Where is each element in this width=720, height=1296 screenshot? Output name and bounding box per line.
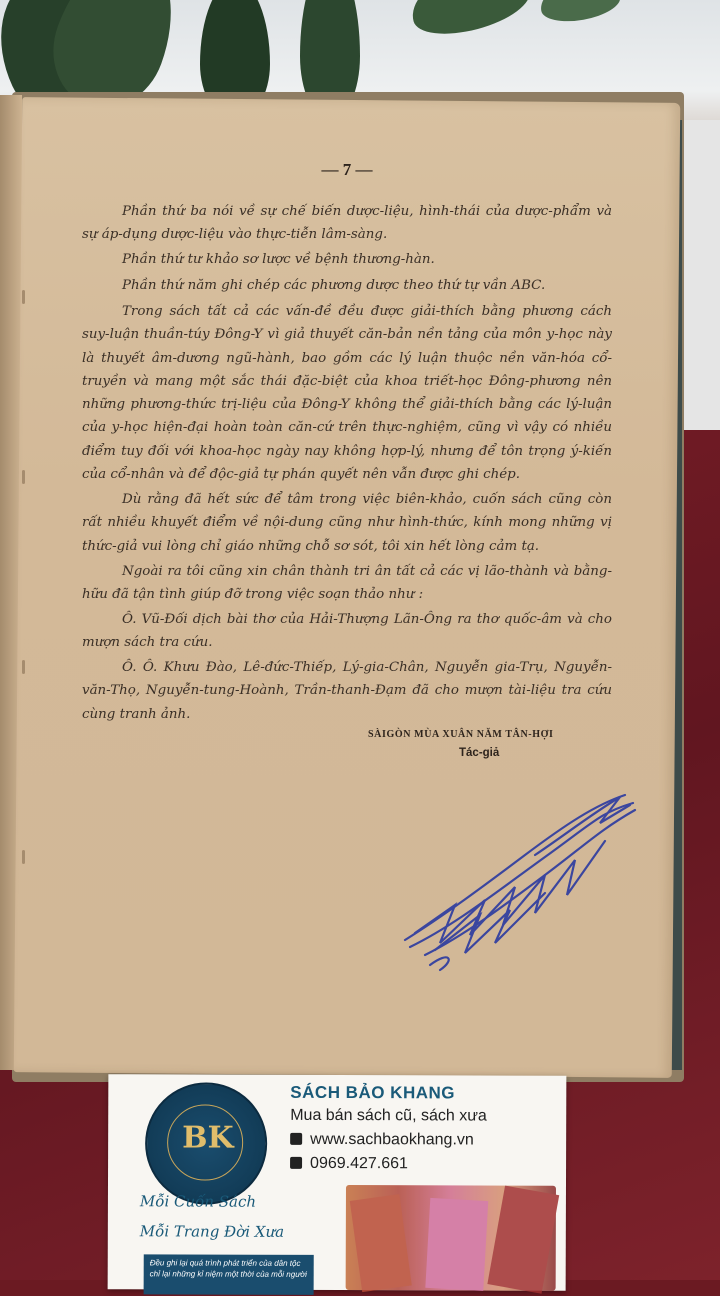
paragraph: Ô. Ô. Khưu Đào, Lê-đức-Thiếp, Lý-gia-Chân, Nguyễn gia-Trụ, Nguyễn-văn-Thọ, Nguyễn-tung-Hoành, Trần-thanh-Đạm đã cho mượn tài-liệu tra cứu cùng tranh ảnh.	[82, 660, 612, 722]
books-photo	[346, 1185, 556, 1291]
book-image	[487, 1186, 559, 1294]
card-banner-text: Đều ghi lại quá trình phát triển của dân tộc chỉ lại những kỉ niệm một thời của mỗi người	[144, 1254, 314, 1295]
page-number: — 7 —	[321, 160, 373, 179]
author-line: Tác-giả	[459, 747, 500, 759]
shop-phone	[290, 1155, 408, 1173]
binding-hole	[22, 660, 25, 674]
business-card	[108, 1074, 567, 1291]
paragraph: Ngoài ra tôi cũng xin chân thành tri ân tất cả các vị lão-thành và bằng-hữu đã tận tình giúp đỡ trong việc soạn thảo như :	[82, 564, 612, 603]
phone-text: 0969.427.661	[310, 1154, 408, 1173]
card-slogan-line1: Mỗi Cuốn Sách	[139, 1192, 257, 1211]
binding-hole	[22, 470, 25, 484]
phone-icon	[290, 1157, 302, 1169]
shop-name: SÁCH BẢO KHANG	[290, 1082, 456, 1103]
paragraph: Ô. Vũ-Đối dịch bài thơ của Hải-Thượng Lãn-Ông ra thơ quốc-âm và cho mượn sách tra cứu.	[82, 612, 612, 651]
bk-logo: BK	[182, 1120, 234, 1156]
paragraph: Phần thứ tư khảo sơ lược về bệnh thương-hàn.	[122, 252, 435, 267]
place-date-line: SÀIGÒN MÙA XUÂN NĂM TÂN-HỢI	[368, 729, 554, 740]
paragraph: Trong sách tất cả các vấn-đề đều được giải-thích bằng phương cách suy-luận thuần-túy Đông-Y vì giả thuyết căn-bản nền tảng của môn y-học này là thuyết âm-dương ngũ-hành, bao gồm các lý luận thuộc nền văn-hóa cổ-truyền và mang một sắc thái đặc-biệt của khoa triết-học Đông-phương nên những phương-thức trị-liệu của Đông-Y không thể giải-thích bằng các lý-luận của y-học hiện-đại hoàn toàn căn-cứ trên thực-nghiệm, cũng vì vậy có nhiều điểm tuy đối với khoa-học ngày nay không hợp-lý, nhưng để tôn trọng ý-kiến của cổ-nhân và để độc-giả tự phán quyết nên vẫn được ghi chép.	[82, 304, 612, 483]
shop-tagline: Mua bán sách cũ, sách xưa	[290, 1106, 487, 1125]
paragraph: Phần thứ ba nói về sự chế biến dược-liệu, hình-thái của dược-phẩm và sự áp-dụng dược-liệu vào thực-tiễn lâm-sàng.	[82, 204, 612, 243]
background-wall-right	[680, 120, 720, 440]
website-text: www.sachbaokhang.vn	[310, 1130, 474, 1149]
handwritten-signature	[395, 775, 640, 975]
shop-website	[290, 1131, 474, 1150]
paragraph: Dù rằng đã hết sức để tâm trong việc biên-khảo, cuốn sách cũng còn rất nhiều khuyết điểm về nội-dung cũng như hình-thức, kính mong những vị thức-giả vui lòng chỉ giáo những chỗ sơ sót, tôi xin hết lòng cảm tạ.	[82, 492, 612, 554]
binding-hole	[22, 290, 25, 304]
book-image	[350, 1194, 412, 1292]
binding-hole	[22, 850, 25, 864]
book-image	[425, 1198, 488, 1291]
paragraph: Phần thứ năm ghi chép các phương dược theo thứ tự vần ABC.	[122, 278, 546, 293]
card-slogan-line2: Mỗi Trang Đời Xưa	[139, 1222, 285, 1241]
web-icon	[290, 1133, 302, 1145]
shop-seal-logo	[145, 1082, 267, 1204]
